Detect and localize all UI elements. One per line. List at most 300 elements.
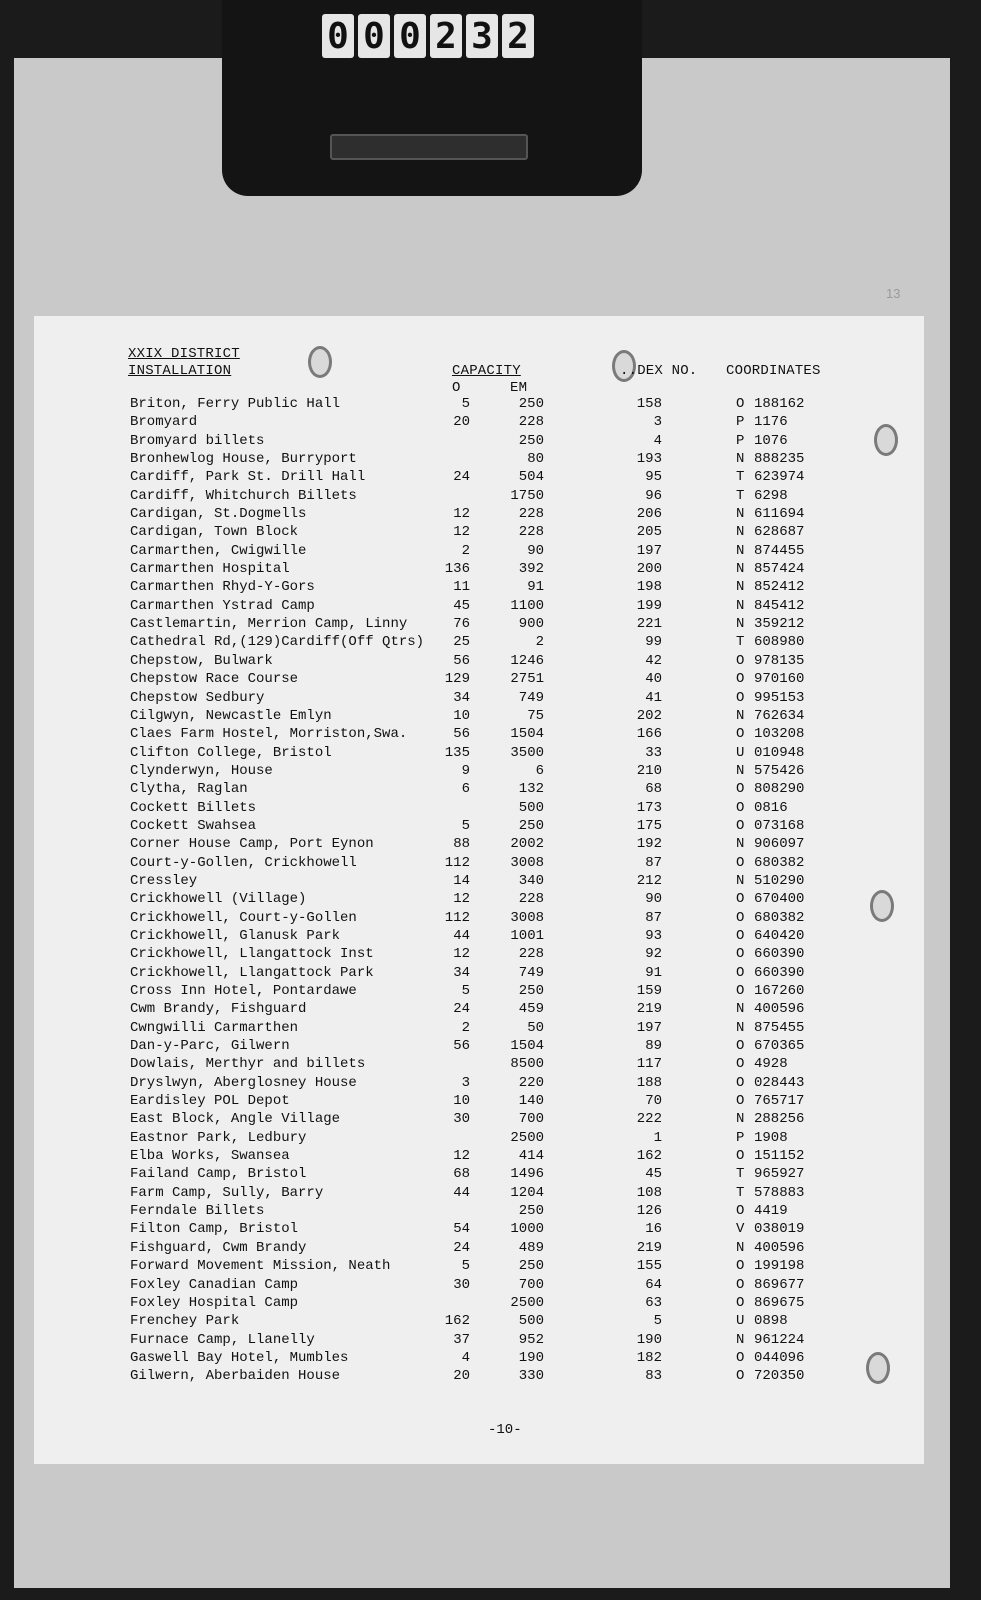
enlisted-capacity: 140 <box>518 1093 544 1110</box>
enlisted-capacity: 1750 <box>510 487 544 504</box>
index-number: 202 <box>636 707 662 724</box>
enlisted-capacity: 132 <box>518 781 544 798</box>
coordinate-value: 010948 <box>754 744 805 761</box>
installation-name: Chepstow Race Course <box>130 671 299 688</box>
enlisted-capacity: 250 <box>518 396 544 412</box>
officer-capacity: 44 <box>453 927 470 944</box>
installation-name: Farm Camp, Sully, Barry <box>130 1184 324 1201</box>
coordinate-value: 857424 <box>754 561 805 578</box>
officer-capacity: 12 <box>453 891 470 908</box>
table-row <box>0 1001 981 1019</box>
index-number: 90 <box>645 891 662 908</box>
coordinate-value: 188162 <box>754 396 805 412</box>
installation-name: Crickhowell (Village) <box>130 891 307 908</box>
installation-name: Court-y-Gollen, Crickhowell <box>130 854 357 871</box>
officer-capacity: 25 <box>453 634 470 651</box>
grid-letter: N <box>736 616 745 633</box>
installation-name: Cockett Swahsea <box>130 817 257 834</box>
grid-letter: N <box>736 1001 745 1018</box>
index-number: 64 <box>645 1276 662 1293</box>
installation-name: Ferndale Billets <box>130 1203 265 1220</box>
officer-capacity: 5 <box>461 983 470 999</box>
enlisted-capacity: 2 <box>535 634 544 651</box>
officer-capacity: 30 <box>453 1111 470 1128</box>
index-number: 188 <box>636 1074 662 1091</box>
installation-name: Crickhowell, Llangattock Park <box>130 964 374 981</box>
enlisted-capacity: 3008 <box>510 854 544 871</box>
grid-letter: O <box>736 891 745 908</box>
index-number: 93 <box>645 927 662 944</box>
officer-capacity: 5 <box>461 396 470 412</box>
coordinate-value: 288256 <box>754 1111 805 1128</box>
installation-name: Cwm Brandy, Fishguard <box>130 1001 307 1018</box>
grid-letter: O <box>736 1368 745 1385</box>
table-row <box>0 488 981 506</box>
coordinate-value: 1908 <box>754 1129 788 1146</box>
table-row <box>0 524 981 542</box>
table-row <box>0 818 981 836</box>
installation-name: Cathedral Rd,(129)Cardiff(Off Qtrs) <box>130 634 425 651</box>
index-number: 212 <box>636 872 662 889</box>
coordinate-value: 608980 <box>754 634 805 651</box>
officer-capacity: 10 <box>453 1093 470 1110</box>
grid-letter: O <box>736 671 745 688</box>
enlisted-capacity: 250 <box>518 1258 544 1275</box>
table-row <box>0 965 981 983</box>
installation-table <box>0 396 981 1387</box>
grid-letter: N <box>736 1111 745 1128</box>
enlisted-capacity: 91 <box>527 579 544 596</box>
installation-name: Furnace Camp, Llanelly <box>130 1331 315 1348</box>
enlisted-capacity: 50 <box>527 1019 544 1036</box>
index-number: 198 <box>636 579 662 596</box>
installation-name: Forward Movement Mission, Neath <box>130 1258 391 1275</box>
index-number: 192 <box>636 836 662 853</box>
installation-name: Clytha, Raglan <box>130 781 248 798</box>
enlisted-capacity: 952 <box>518 1331 544 1348</box>
enlisted-capacity: 900 <box>518 616 544 633</box>
coordinate-value: 0816 <box>754 799 788 816</box>
table-row <box>0 891 981 909</box>
enlisted-capacity: 504 <box>518 469 544 486</box>
installation-name: Frenchey Park <box>130 1313 240 1330</box>
grid-letter: N <box>736 872 745 889</box>
index-number: 1 <box>653 1129 662 1146</box>
index-number: 99 <box>645 634 662 651</box>
coordinate-value: 720350 <box>754 1368 805 1385</box>
table-row <box>0 983 981 1001</box>
officer-capacity: 162 <box>444 1313 470 1330</box>
installation-name: Carmarthen Hospital <box>130 561 290 578</box>
officer-capacity: 12 <box>453 506 470 523</box>
counter-digit: 0 <box>358 14 390 58</box>
grid-letter: N <box>736 579 745 596</box>
coordinate-value: 1176 <box>754 414 788 431</box>
table-row <box>0 396 981 414</box>
table-row <box>0 745 981 763</box>
enlisted-capacity: 2751 <box>510 671 544 688</box>
installation-name: Eardisley POL Depot <box>130 1093 290 1110</box>
grid-letter: T <box>736 469 745 486</box>
table-row <box>0 653 981 671</box>
index-number: 40 <box>645 671 662 688</box>
coordinate-value: 874455 <box>754 542 805 559</box>
coordinate-value: 4928 <box>754 1056 788 1073</box>
table-row <box>0 1020 981 1038</box>
enlisted-capacity: 1504 <box>510 1038 544 1055</box>
index-number: 193 <box>636 451 662 468</box>
coordinate-value: 199198 <box>754 1258 805 1275</box>
installation-name: Cilgwyn, Newcastle Emlyn <box>130 707 332 724</box>
index-number: 155 <box>636 1258 662 1275</box>
index-number: 182 <box>636 1349 662 1366</box>
coordinate-value: 875455 <box>754 1019 805 1036</box>
index-number: 83 <box>645 1368 662 1385</box>
page-number: -10- <box>488 1422 522 1438</box>
enlisted-capacity: 500 <box>518 799 544 816</box>
officer-capacity: 54 <box>453 1221 470 1238</box>
grid-letter: T <box>736 634 745 651</box>
officer-capacity: 10 <box>453 707 470 724</box>
frame-counter <box>322 14 534 60</box>
officer-capacity: 12 <box>453 1148 470 1165</box>
grid-letter: N <box>736 1239 745 1256</box>
grid-letter: O <box>736 1056 745 1073</box>
enlisted-capacity: 700 <box>518 1276 544 1293</box>
enlisted-capacity: 80 <box>527 451 544 468</box>
index-number: 197 <box>636 542 662 559</box>
grid-letter: N <box>736 1331 745 1348</box>
enlisted-capacity: 75 <box>527 707 544 724</box>
index-number: 158 <box>636 396 662 412</box>
district-heading: XXIX DISTRICT <box>128 346 240 362</box>
installation-name: Gilwern, Aberbaiden House <box>130 1368 341 1385</box>
grid-letter: O <box>736 1258 745 1275</box>
table-row <box>0 726 981 744</box>
coordinate-value: 660390 <box>754 964 805 981</box>
index-number: 190 <box>636 1331 662 1348</box>
grid-letter: P <box>736 432 745 449</box>
enlisted-capacity: 3008 <box>510 909 544 926</box>
index-number: 16 <box>645 1221 662 1238</box>
index-number-heading: ..DEX NO. <box>620 363 698 379</box>
installation-name: Cardigan, St.Dogmells <box>130 506 307 523</box>
installation-name: Corner House Camp, Port Eynon <box>130 836 374 853</box>
index-number: 200 <box>636 561 662 578</box>
officer-capacity: 24 <box>453 1239 470 1256</box>
index-number: 197 <box>636 1019 662 1036</box>
table-row <box>0 1277 981 1295</box>
coordinate-value: 0898 <box>754 1313 788 1330</box>
installation-heading: INSTALLATION <box>128 363 232 379</box>
installation-name: Elba Works, Swansea <box>130 1148 290 1165</box>
grid-letter: P <box>736 414 745 431</box>
table-row <box>0 1203 981 1221</box>
grid-letter: N <box>736 506 745 523</box>
coordinate-value: 852412 <box>754 579 805 596</box>
coordinate-value: 400596 <box>754 1239 805 1256</box>
installation-name: Cockett Billets <box>130 799 257 816</box>
officer-capacity: 56 <box>453 726 470 743</box>
counter-digit: 2 <box>502 14 534 58</box>
table-row <box>0 1111 981 1129</box>
coordinate-value: 1076 <box>754 432 788 449</box>
table-row <box>0 1093 981 1111</box>
index-number: 89 <box>645 1038 662 1055</box>
grid-letter: N <box>736 707 745 724</box>
installation-name: Briton, Ferry Public Hall <box>130 396 341 412</box>
installation-name: Chepstow Sedbury <box>130 689 265 706</box>
officer-capacity: 34 <box>453 689 470 706</box>
grid-letter: O <box>736 946 745 963</box>
grid-letter: O <box>736 1276 745 1293</box>
index-number: 219 <box>636 1001 662 1018</box>
officer-capacity: 129 <box>444 671 470 688</box>
grid-letter: N <box>736 524 745 541</box>
grid-letter: O <box>736 726 745 743</box>
officer-capacity: 135 <box>444 744 470 761</box>
installation-name: Clynderwyn, House <box>130 762 273 779</box>
officer-capacity: 112 <box>444 909 470 926</box>
coordinate-value: 845412 <box>754 597 805 614</box>
coordinate-value: 680382 <box>754 854 805 871</box>
coordinate-value: 575426 <box>754 762 805 779</box>
table-row <box>0 1056 981 1074</box>
officer-capacity: 3 <box>461 1074 470 1091</box>
installation-name: Clifton College, Bristol <box>130 744 332 761</box>
table-row <box>0 928 981 946</box>
index-number: 3 <box>653 414 662 431</box>
installation-name: Chepstow, Bulwark <box>130 652 273 669</box>
index-number: 222 <box>636 1111 662 1128</box>
coordinate-value: 167260 <box>754 983 805 999</box>
grid-letter: U <box>736 744 745 761</box>
table-row <box>0 469 981 487</box>
index-number: 95 <box>645 469 662 486</box>
index-number: 63 <box>645 1294 662 1311</box>
coordinate-value: 906097 <box>754 836 805 853</box>
grid-letter: O <box>736 927 745 944</box>
officer-capacity: 20 <box>453 414 470 431</box>
officer-capacity: 12 <box>453 946 470 963</box>
enlisted-capacity: 8500 <box>510 1056 544 1073</box>
table-row <box>0 800 981 818</box>
enlisted-capacity: 250 <box>518 983 544 999</box>
installation-name: Crickhowell, Glanusk Park <box>130 927 341 944</box>
enlisted-capacity: 1100 <box>510 597 544 614</box>
coordinate-value: 623974 <box>754 469 805 486</box>
enlisted-capacity: 1204 <box>510 1184 544 1201</box>
enlisted-capacity: 414 <box>518 1148 544 1165</box>
table-row <box>0 1240 981 1258</box>
enlisted-capacity: 340 <box>518 872 544 889</box>
coordinate-value: 044096 <box>754 1349 805 1366</box>
grid-letter: O <box>736 1349 745 1366</box>
enlisted-capacity: 2500 <box>510 1129 544 1146</box>
officer-capacity: 136 <box>444 561 470 578</box>
installation-name: Foxley Canadian Camp <box>130 1276 299 1293</box>
table-row <box>0 1368 981 1386</box>
installation-name: Dowlais, Merthyr and billets <box>130 1056 366 1073</box>
enlisted-capacity: 228 <box>518 891 544 908</box>
installation-name: Cardiff, Park St. Drill Hall <box>130 469 366 486</box>
installation-name: Foxley Hospital Camp <box>130 1294 299 1311</box>
enlisted-capacity: 1000 <box>510 1221 544 1238</box>
index-number: 42 <box>645 652 662 669</box>
grid-letter: T <box>736 1166 745 1183</box>
coordinate-value: 995153 <box>754 689 805 706</box>
enlisted-column-heading: EM <box>510 380 528 396</box>
enlisted-capacity: 90 <box>527 542 544 559</box>
installation-name: Crickhowell, Court-y-Gollen <box>130 909 357 926</box>
coordinate-value: 151152 <box>754 1148 805 1165</box>
coordinate-value: 808290 <box>754 781 805 798</box>
grid-letter: O <box>736 964 745 981</box>
table-row <box>0 433 981 451</box>
installation-name: Cardigan, Town Block <box>130 524 299 541</box>
table-row <box>0 836 981 854</box>
installation-name: Carmarthen, Cwigwille <box>130 542 307 559</box>
counter-digit: 2 <box>430 14 462 58</box>
officer-capacity: 20 <box>453 1368 470 1385</box>
coordinate-value: 400596 <box>754 1001 805 1018</box>
enlisted-capacity: 489 <box>518 1239 544 1256</box>
table-row <box>0 708 981 726</box>
grid-letter: N <box>736 762 745 779</box>
index-number: 87 <box>645 854 662 871</box>
counter-digit: 3 <box>466 14 498 58</box>
table-row <box>0 1166 981 1184</box>
grid-letter: O <box>736 1038 745 1055</box>
enlisted-capacity: 459 <box>518 1001 544 1018</box>
installation-name: Claes Farm Hostel, Morriston,Swa. <box>130 726 408 743</box>
grid-letter: O <box>736 1294 745 1311</box>
grid-letter: O <box>736 652 745 669</box>
enlisted-capacity: 6 <box>535 762 544 779</box>
table-row <box>0 1130 981 1148</box>
officer-capacity: 24 <box>453 1001 470 1018</box>
installation-name: Crickhowell, Llangattock Inst <box>130 946 374 963</box>
installation-name: Eastnor Park, Ledbury <box>130 1129 307 1146</box>
grid-letter: N <box>736 1019 745 1036</box>
officer-capacity: 37 <box>453 1331 470 1348</box>
officer-capacity: 5 <box>461 1258 470 1275</box>
table-row <box>0 561 981 579</box>
officer-capacity: 68 <box>453 1166 470 1183</box>
installation-name: East Block, Angle Village <box>130 1111 341 1128</box>
coordinate-value: 961224 <box>754 1331 805 1348</box>
grid-letter: P <box>736 1129 745 1146</box>
officer-capacity: 14 <box>453 872 470 889</box>
enlisted-capacity: 228 <box>518 414 544 431</box>
officer-capacity: 45 <box>453 597 470 614</box>
enlisted-capacity: 190 <box>518 1349 544 1366</box>
index-number: 205 <box>636 524 662 541</box>
officer-capacity: 24 <box>453 469 470 486</box>
installation-name: Failand Camp, Bristol <box>130 1166 307 1183</box>
installation-name: Gaswell Bay Hotel, Mumbles <box>130 1349 349 1366</box>
coordinate-value: 970160 <box>754 671 805 688</box>
index-number: 206 <box>636 506 662 523</box>
index-number: 70 <box>645 1093 662 1110</box>
index-number: 159 <box>636 983 662 999</box>
installation-name: Bronhewlog House, Burryport <box>130 451 357 468</box>
coordinate-value: 640420 <box>754 927 805 944</box>
grid-letter: O <box>736 396 745 412</box>
index-number: 45 <box>645 1166 662 1183</box>
enlisted-capacity: 1001 <box>510 927 544 944</box>
coordinate-value: 670365 <box>754 1038 805 1055</box>
index-number: 5 <box>653 1313 662 1330</box>
grid-letter: N <box>736 451 745 468</box>
index-number: 219 <box>636 1239 662 1256</box>
officers-column-heading: O <box>452 380 461 396</box>
officer-capacity: 30 <box>453 1276 470 1293</box>
enlisted-capacity: 228 <box>518 524 544 541</box>
enlisted-capacity: 392 <box>518 561 544 578</box>
officer-capacity: 34 <box>453 964 470 981</box>
index-number: 68 <box>645 781 662 798</box>
officer-capacity: 44 <box>453 1184 470 1201</box>
officer-capacity: 9 <box>461 762 470 779</box>
coordinate-value: 660390 <box>754 946 805 963</box>
index-number: 96 <box>645 487 662 504</box>
coordinate-value: 611694 <box>754 506 805 523</box>
grid-letter: O <box>736 781 745 798</box>
installation-name: Castlemartin, Merrion Camp, Linny <box>130 616 408 633</box>
index-number: 91 <box>645 964 662 981</box>
coordinate-value: 4419 <box>754 1203 788 1220</box>
table-row <box>0 873 981 891</box>
table-row <box>0 1295 981 1313</box>
enlisted-capacity: 330 <box>518 1368 544 1385</box>
officer-capacity: 56 <box>453 652 470 669</box>
index-number: 162 <box>636 1148 662 1165</box>
coordinate-value: 103208 <box>754 726 805 743</box>
table-row <box>0 763 981 781</box>
index-number: 87 <box>645 909 662 926</box>
installation-name: Fishguard, Cwm Brandy <box>130 1239 307 1256</box>
index-number: 199 <box>636 597 662 614</box>
grid-letter: O <box>736 689 745 706</box>
table-row <box>0 1350 981 1368</box>
table-row <box>0 634 981 652</box>
enlisted-capacity: 1246 <box>510 652 544 669</box>
installation-name: Carmarthen Rhyd-Y-Gors <box>130 579 315 596</box>
coordinate-value: 765717 <box>754 1093 805 1110</box>
officer-capacity: 6 <box>461 781 470 798</box>
officer-capacity: 11 <box>453 579 470 596</box>
coordinate-value: 869675 <box>754 1294 805 1311</box>
coordinate-value: 359212 <box>754 616 805 633</box>
officer-capacity: 88 <box>453 836 470 853</box>
index-number: 221 <box>636 616 662 633</box>
grid-letter: O <box>736 909 745 926</box>
table-row <box>0 616 981 634</box>
index-number: 4 <box>653 432 662 449</box>
installation-name: Carmarthen Ystrad Camp <box>130 597 315 614</box>
enlisted-capacity: 2002 <box>510 836 544 853</box>
index-number: 210 <box>636 762 662 779</box>
page-mark: 13 <box>886 286 901 301</box>
coordinate-value: 869677 <box>754 1276 805 1293</box>
officer-capacity: 4 <box>461 1349 470 1366</box>
table-row <box>0 855 981 873</box>
grid-letter: N <box>736 561 745 578</box>
officer-capacity: 56 <box>453 1038 470 1055</box>
coordinate-value: 762634 <box>754 707 805 724</box>
table-row <box>0 781 981 799</box>
